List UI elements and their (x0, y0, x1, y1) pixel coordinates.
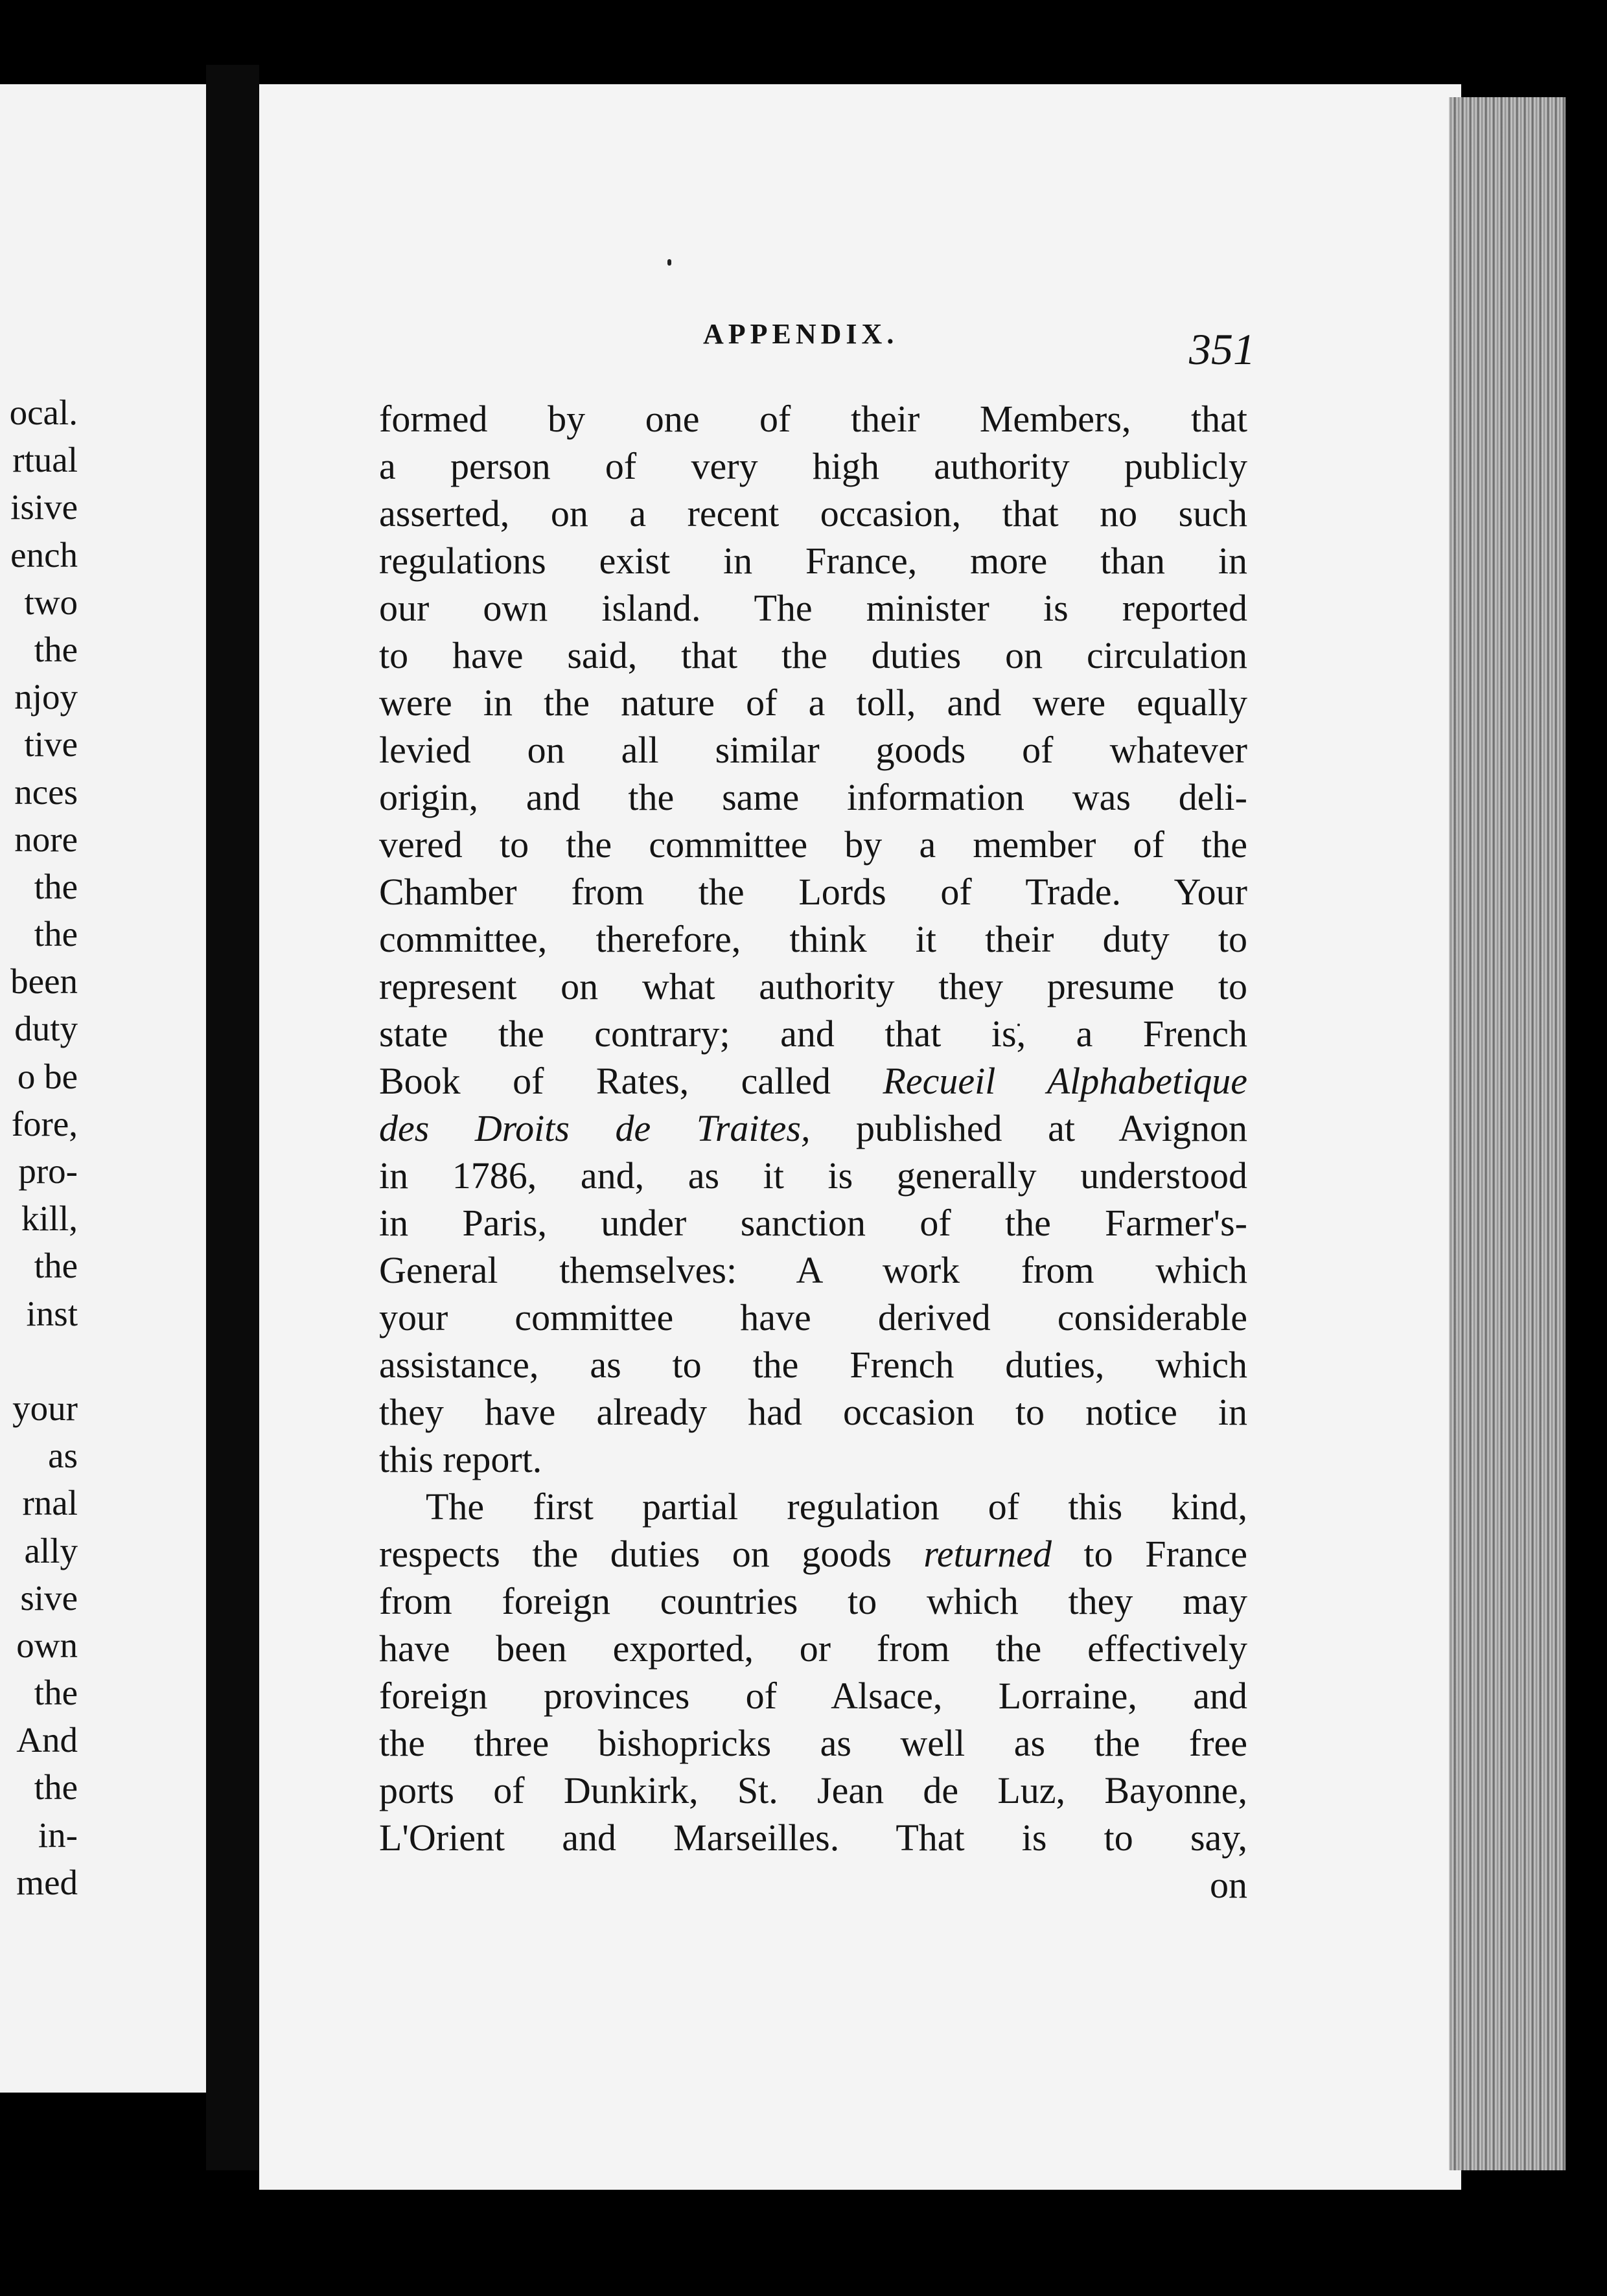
text-line (379, 1057, 1247, 1105)
text-line: in Paris, under sanction of the Farmer's- (379, 1202, 1247, 1244)
facing-line: the (34, 866, 78, 906)
text-line: committee, therefore, think it their duty to (379, 918, 1247, 960)
facing-line: nces (14, 772, 78, 812)
facing-line: o be (17, 1056, 78, 1096)
text-line: to have said, that the duties on circulation (379, 634, 1247, 676)
facing-line: rnal (22, 1483, 78, 1523)
text-line: L'Orient and Marseilles. That is to say, (379, 1817, 1247, 1859)
facing-line: two (24, 582, 78, 622)
facing-line: been (10, 961, 78, 1002)
text-line: assistance, as to the French duties, which (379, 1344, 1247, 1386)
text-line: from foreign countries to which they may (379, 1580, 1247, 1622)
text-line: regulations exist in France, more than in (379, 540, 1247, 582)
text-line: a person of very high authority publicly (379, 445, 1247, 487)
facing-line: as (48, 1436, 78, 1476)
facing-line: ench (10, 534, 78, 575)
running-head: APPENDIX. (703, 318, 899, 350)
facing-line: kill, (21, 1199, 78, 1239)
facing-line: inst (26, 1293, 78, 1333)
facing-line: isive (10, 487, 78, 527)
facing-line: the (34, 1673, 78, 1713)
text-run: respects the duties on goods (379, 1533, 892, 1575)
text-line (379, 1530, 1247, 1578)
text-run: Book of Rates, called (379, 1060, 831, 1102)
text-line: Chamber from the Lords of Trade. Your (379, 871, 1247, 913)
facing-page-text (0, 389, 206, 1906)
text-line: our own island. The minister is reported (379, 587, 1247, 629)
text-line: have been exported, or from the effectively (379, 1627, 1247, 1670)
text-line: asserted, on a recent occasion, that no such (379, 492, 1247, 534)
facing-line: the (34, 1246, 78, 1286)
italic-word: returned (923, 1533, 1052, 1575)
facing-line (0, 1337, 206, 1384)
facing-line: ocal. (9, 393, 78, 432)
page-number: 351 (1189, 325, 1255, 374)
text-line: were in the nature of a toll, and were equally (379, 682, 1247, 724)
facing-line: the (34, 914, 78, 954)
body-text (379, 395, 1247, 1909)
facing-line: duty (14, 1009, 78, 1049)
facing-line: pro- (18, 1151, 78, 1191)
text-line: this report. (379, 1438, 542, 1480)
facing-line: tive (24, 724, 78, 764)
facing-line: med (16, 1862, 78, 1902)
text-line: your committee have derived considerable (379, 1296, 1247, 1338)
text-line: General themselves: A work from which (379, 1249, 1247, 1291)
facing-line: And (16, 1720, 78, 1760)
facing-line: fore, (11, 1103, 78, 1143)
facing-line: in- (38, 1815, 78, 1855)
facing-line: the (34, 629, 78, 669)
italic-title: Recueil Alphabetique (883, 1060, 1247, 1102)
ink-speck (667, 259, 671, 266)
text-line: foreign provinces of Alsace, Lorraine, and (379, 1675, 1247, 1717)
facing-line: your (12, 1388, 78, 1428)
text-run: to France (1083, 1533, 1247, 1575)
book-gutter (206, 65, 259, 2170)
facing-page (0, 84, 206, 2093)
facing-line: nore (14, 819, 78, 859)
paragraph-start: The first partial regulation of this kind, (426, 1486, 1247, 1528)
text-line: they have already had occasion to notice in (379, 1391, 1247, 1433)
catchword: on (1210, 1864, 1247, 1906)
text-line: in 1786, and, as it is generally understood (379, 1154, 1247, 1197)
text-line: ports of Dunkirk, St. Jean de Luz, Bayonne, (379, 1769, 1247, 1811)
italic-title: des Droits de Traites, (379, 1107, 811, 1149)
facing-line: njoy (14, 677, 78, 717)
text-line: the three bishopricks as well as the free (379, 1722, 1247, 1764)
text-line: state the contrary; and that is, a French (379, 1013, 1247, 1055)
text-run: published at Avignon (856, 1107, 1247, 1149)
page-block-edge (1449, 97, 1566, 2170)
text-line: represent on what authority they presume to (379, 965, 1247, 1007)
text-line: vered to the committee by a member of the (379, 823, 1247, 866)
text-line: levied on all similar goods of whatever (379, 729, 1247, 771)
facing-line: sive (20, 1578, 78, 1618)
facing-line: the (34, 1767, 78, 1808)
text-line: formed by one of their Members, that (379, 398, 1247, 440)
facing-line: ally (24, 1530, 78, 1570)
facing-line: rtual (12, 440, 78, 480)
text-line (379, 1105, 1247, 1152)
text-line: origin, and the same information was deli- (379, 776, 1247, 818)
facing-line: own (16, 1625, 78, 1665)
